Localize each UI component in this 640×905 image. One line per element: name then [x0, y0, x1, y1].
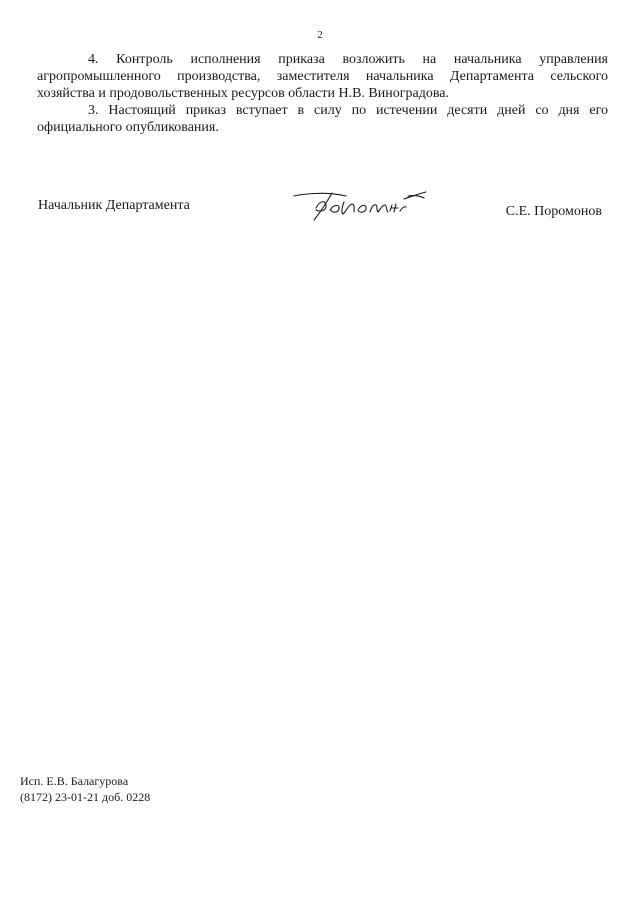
signature-row	[0, 190, 640, 230]
paragraph-line: агропромышленного производства, заместителя начальника Департамента сельского	[37, 69, 608, 84]
executor-phone: (8172) 23-01-21 доб. 0228	[20, 790, 151, 804]
signer-position: Начальник Департамента	[38, 198, 190, 213]
paragraph-line: хозяйства и продовольственных ресурсов области Н.В. Виноградова.	[37, 86, 449, 101]
paragraph-effective-clause	[37, 102, 608, 136]
page-number: 2	[317, 29, 323, 41]
signer-name: С.Е. Поромонов	[505, 204, 602, 219]
paragraph-line: 4. Контроль исполнения приказа возложить на начальника управления	[88, 52, 608, 67]
executor-block	[20, 773, 150, 805]
paragraph-control-clause	[37, 51, 608, 102]
paragraph-line: официального опубликования.	[37, 120, 219, 135]
executor-name: Исп. Е.В. Балагурова	[20, 774, 129, 788]
handwritten-signature	[286, 190, 431, 226]
paragraph-line: 3. Настоящий приказ вступает в силу по истечении десяти дней со дня его	[88, 103, 608, 118]
